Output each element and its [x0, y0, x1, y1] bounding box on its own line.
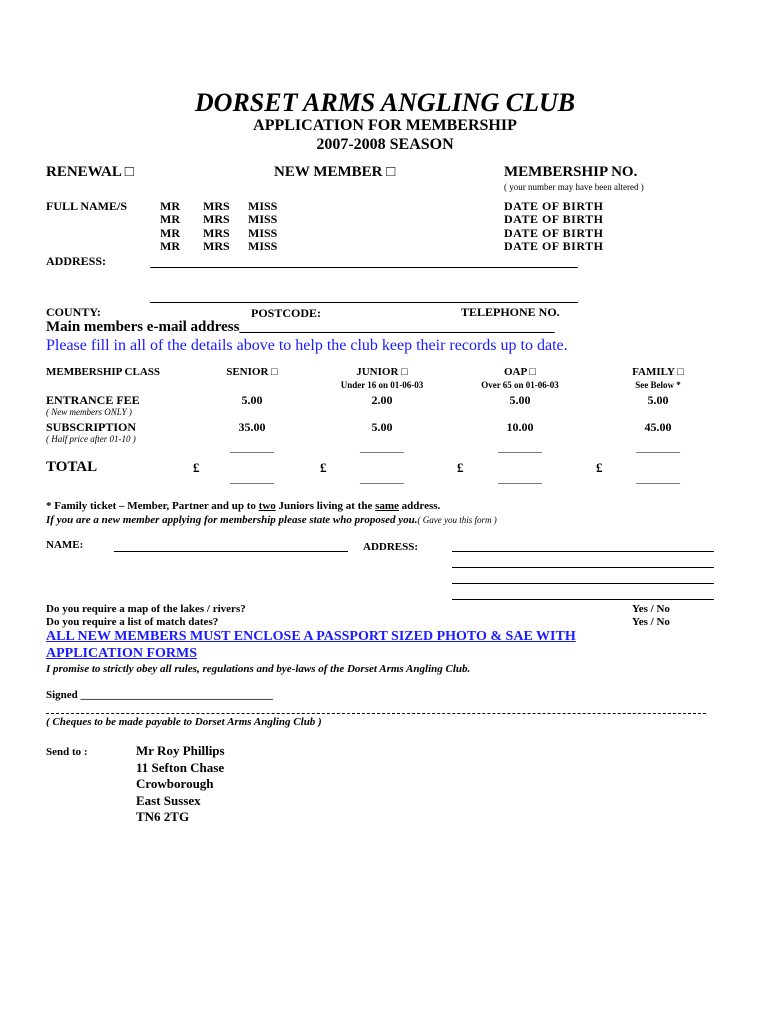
- full-name-label: FULL NAME/S: [46, 199, 128, 213]
- family-note: See Below *: [635, 380, 681, 390]
- total-family-field[interactable]: ————: [636, 477, 680, 489]
- class-family-checkbox[interactable]: FAMILY □: [632, 366, 684, 378]
- season: 2007-2008 SEASON: [316, 136, 454, 153]
- rules-promise: I promise to strictly obey all rules, regulations and bye-laws of the Dorset Arms Angling Club.: [46, 663, 471, 675]
- proposer-instruction: If you are a new member applying for membership please state who proposed you.( Gave you this form ): [46, 514, 497, 526]
- address-line: East Sussex: [136, 793, 201, 808]
- currency-symbol: £: [193, 460, 200, 475]
- renewal-checkbox[interactable]: RENEWAL □: [46, 164, 134, 180]
- title-mr[interactable]: MR: [160, 199, 180, 213]
- signature-field[interactable]: Signed ___________________________________: [46, 689, 274, 701]
- cheque-note: ( Cheques to be made payable to Dorset Arms Angling Club ): [46, 716, 322, 728]
- photo-notice: ALL NEW MEMBERS MUST ENCLOSE A PASSPORT SIZED PHOTO & SAE WITH: [46, 629, 576, 644]
- title-miss[interactable]: MISS: [248, 239, 278, 253]
- proposer-address-line-4[interactable]: [452, 599, 714, 600]
- title-miss[interactable]: MISS: [248, 212, 278, 226]
- date-of-birth-label: DATE OF BIRTH: [504, 199, 604, 213]
- telephone-label: TELEPHONE NO.: [461, 305, 560, 319]
- proposer-name-field[interactable]: [114, 551, 348, 552]
- subscription-note: ( Half price after 01-10 ): [46, 434, 136, 444]
- currency-symbol: £: [320, 460, 327, 475]
- subtotal-rule: ————: [498, 446, 542, 458]
- county-label: COUNTY:: [46, 305, 101, 319]
- subtotal-rule: ————: [230, 446, 274, 458]
- subscription-junior: 5.00: [371, 420, 393, 434]
- title-mr[interactable]: MR: [160, 212, 180, 226]
- address-line: Mr Roy Phillips: [136, 743, 225, 758]
- address-label: ADDRESS:: [46, 254, 107, 268]
- membership-no-label: MEMBERSHIP NO.: [504, 164, 638, 180]
- subscription-senior: 35.00: [238, 420, 266, 434]
- total-label: TOTAL: [46, 459, 98, 475]
- photo-notice-continued: APPLICATION FORMS: [46, 646, 198, 661]
- map-question: Do you require a map of the lakes / rivers?: [46, 603, 246, 615]
- subscription-label: SUBSCRIPTION: [46, 420, 137, 434]
- subtotal-rule: ————: [636, 446, 680, 458]
- title-miss[interactable]: MISS: [248, 226, 278, 240]
- address-line: Crowborough: [136, 776, 214, 791]
- title-mrs[interactable]: MRS: [203, 212, 230, 226]
- class-junior-checkbox[interactable]: JUNIOR □: [356, 366, 408, 378]
- total-oap-field[interactable]: ————: [498, 477, 542, 489]
- entrance-oap: 5.00: [509, 393, 531, 407]
- membership-class-label: MEMBERSHIP CLASS: [46, 366, 160, 378]
- title-mr[interactable]: MR: [160, 226, 180, 240]
- junior-note: Under 16 on 01-06-03: [340, 380, 424, 390]
- title-mrs[interactable]: MRS: [203, 226, 230, 240]
- address-line-1[interactable]: [150, 267, 578, 268]
- dates-answer[interactable]: Yes / No: [632, 616, 670, 628]
- subscription-oap: 10.00: [506, 420, 534, 434]
- proposer-address-line-2[interactable]: [452, 567, 714, 568]
- email-label: Main members e-mail address__________________________________________: [46, 319, 555, 335]
- email-field[interactable]: __________________________________________: [239, 319, 555, 335]
- form-title: APPLICATION FOR MEMBERSHIP: [253, 117, 517, 134]
- title-miss[interactable]: MISS: [248, 199, 278, 213]
- subtotal-rule: ————: [360, 446, 404, 458]
- new-member-checkbox[interactable]: NEW MEMBER □: [274, 164, 396, 180]
- proposer-address-label: ADDRESS:: [363, 541, 419, 553]
- class-oap-checkbox[interactable]: OAP □: [503, 366, 536, 378]
- entrance-fee-label: ENTRANCE FEE: [46, 393, 140, 407]
- proposer-address-line-1[interactable]: [452, 551, 714, 552]
- proposer-address-line-3[interactable]: [452, 583, 714, 584]
- oap-note: Over 65 on 01-06-03: [481, 380, 559, 390]
- dotted-divider: [46, 713, 706, 714]
- total-senior-field[interactable]: ————: [230, 477, 274, 489]
- map-answer[interactable]: Yes / No: [632, 603, 670, 615]
- currency-symbol: £: [596, 460, 603, 475]
- entrance-fee-note: ( New members ONLY ): [46, 407, 132, 417]
- address-line: 11 Sefton Chase: [136, 760, 225, 775]
- update-notice: Please fill in all of the details above to help the club keep their records up to date.: [46, 337, 568, 354]
- date-of-birth-label: DATE OF BIRTH: [504, 212, 604, 226]
- title-mrs[interactable]: MRS: [203, 199, 230, 213]
- date-of-birth-label: DATE OF BIRTH: [504, 226, 604, 240]
- class-senior-checkbox[interactable]: SENIOR □: [226, 366, 278, 378]
- postcode-label: POSTCODE:: [251, 306, 322, 320]
- address-line-2[interactable]: [150, 302, 578, 303]
- club-name: DORSET ARMS ANGLING CLUB: [194, 88, 576, 117]
- proposer-name-label: NAME:: [46, 539, 84, 551]
- currency-symbol: £: [457, 460, 464, 475]
- family-ticket-note: * Family ticket – Member, Partner and up to two Juniors living at the same address.: [46, 500, 441, 512]
- address-line: TN6 2TG: [136, 809, 190, 824]
- entrance-senior: 5.00: [241, 393, 263, 407]
- entrance-junior: 2.00: [371, 393, 393, 407]
- membership-no-note: ( your number may have been altered ): [504, 182, 644, 192]
- send-to-label: Send to :: [46, 746, 88, 758]
- date-of-birth-label: DATE OF BIRTH: [504, 239, 604, 253]
- entrance-family: 5.00: [647, 393, 669, 407]
- title-mrs[interactable]: MRS: [203, 239, 230, 253]
- total-junior-field[interactable]: ————: [360, 477, 404, 489]
- dates-question: Do you require a list of match dates?: [46, 616, 219, 628]
- title-mr[interactable]: MR: [160, 239, 180, 253]
- subscription-family: 45.00: [644, 420, 672, 434]
